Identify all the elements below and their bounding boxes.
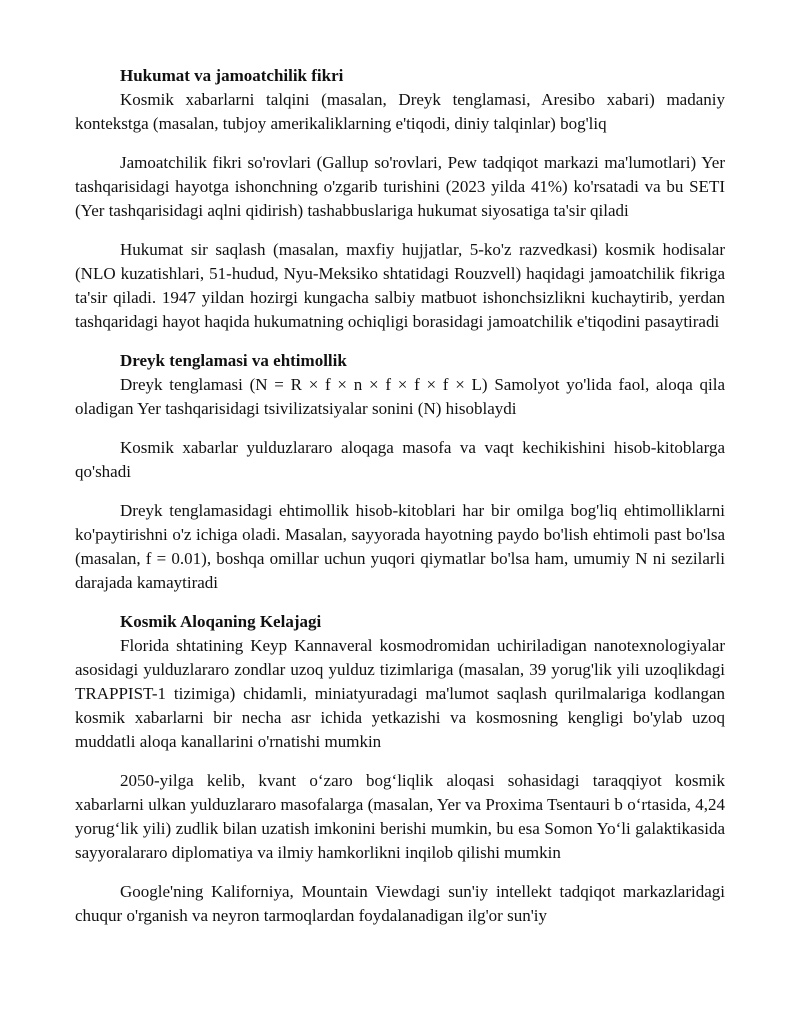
paragraph: Kosmik xabarlar yulduzlararo aloqaga masofa va vaqt kechikishini hisob-kitoblarga qo'shadi — [75, 438, 725, 481]
paragraph: Florida shtatining Keyp Kannaveral kosmodromidan uchiriladigan nanotexnologiyalar asosidagi yulduzlararo zondlar uzoq yulduz tizimlariga (masalan, 39 yorug'lik yili uzoqlikdagi TRAPPIST-1 tizimiga) chidamli, miniatyuradagi ma'lumot saqlash qurilmalariga kodlangan kosmik xabarlarni bir necha asr ichida yetkazishi va kosmosning kengligi bo'ylab uzoq muddatli aloqa kanallarini o'rnatishi mumkin — [75, 636, 725, 751]
section-government-public-opinion — [75, 64, 725, 334]
section-heading: Hukumat va jamoatchilik fikri — [120, 66, 344, 85]
section-future-of-space-communication — [75, 610, 725, 928]
paragraph: Kosmik xabarlarni talqini (masalan, Dreyk tenglamasi, Aresibo xabari) madaniy kontekstga (masalan, tubjoy amerikaliklarning e'tiqodi, diniy talqinlar) bog'liq — [75, 90, 725, 133]
paragraph: Dreyk tenglamasi (N = R × f × n × f × f × f × L) Samolyot yo'lida faol, aloqa qila oladigan Yer tashqarisidagi tsivilizatsiyalar sonini (N) hisoblaydi — [75, 375, 725, 418]
paragraph: Jamoatchilik fikri so'rovlari (Gallup so'rovlari, Pew tadqiqot markazi ma'lumotlari) Yer tashqarisidagi hayotga ishonchning o'zgarib turishini (2023 yilda 41%) ko'rsatadi va bu SETI (Yer tashqarisidagi aqlni qidirish) tashabbuslariga hukumat siyosatiga ta'sir qiladi — [75, 153, 725, 220]
paragraph: 2050-yilga kelib, kvant o‘zaro bog‘liqlik aloqasi sohasidagi taraqqiyot kosmik xabarlarni ulkan yulduzlararo masofalarga (masalan, Yer va Proxima Tsentauri b o‘rtasida, 4,24 yorug‘lik yili) zudlik bilan uzatish imkonini berishi mumkin, bu esa Somon Yo‘li galaktikasida sayyoralararo diplomatiya va ilmiy hamkorlikni inqilob qilishi mumkin — [75, 771, 725, 862]
section-drake-equation — [75, 349, 725, 595]
paragraph: Hukumat sir saqlash (masalan, maxfiy hujjatlar, 5-ko'z razvedkasi) kosmik hodisalar (NLO kuzatishlari, 51-hudud, Nyu-Meksiko shtatidagi Rouzvell) haqidagi jamoatchilik fikriga ta'sir qiladi. 1947 yildan hozirgi kungacha salbiy matbuot ishonchsizlikni kuchaytirib, yerdan tashqaridagi hayot haqida hukumatning ochiqligi borasidagi jamoatchilik e'tiqodini pasaytiradi — [75, 240, 725, 331]
section-heading: Dreyk tenglamasi va ehtimollik — [120, 351, 347, 370]
paragraph: Dreyk tenglamasidagi ehtimollik hisob-kitoblari har bir omilga bog'liq ehtimolliklarni ko'paytirishni o'z ichiga oladi. Masalan, sayyorada hayotning paydo bo'lish ehtimoli past bo'lsa (masalan, f = 0.01), boshqa omillar uchun yuqori qiymatlar bo'lsa ham, umumiy N ni sezilarli darajada kamaytiradi — [75, 501, 725, 592]
section-heading: Kosmik Aloqaning Kelajagi — [120, 612, 322, 631]
document-page — [75, 64, 725, 943]
paragraph: Google'ning Kaliforniya, Mountain Viewdagi sun'iy intellekt tadqiqot markazlaridagi chuqur o'rganish va neyron tarmoqlardan foydalanadigan ilg'or sun'iy — [75, 882, 725, 925]
